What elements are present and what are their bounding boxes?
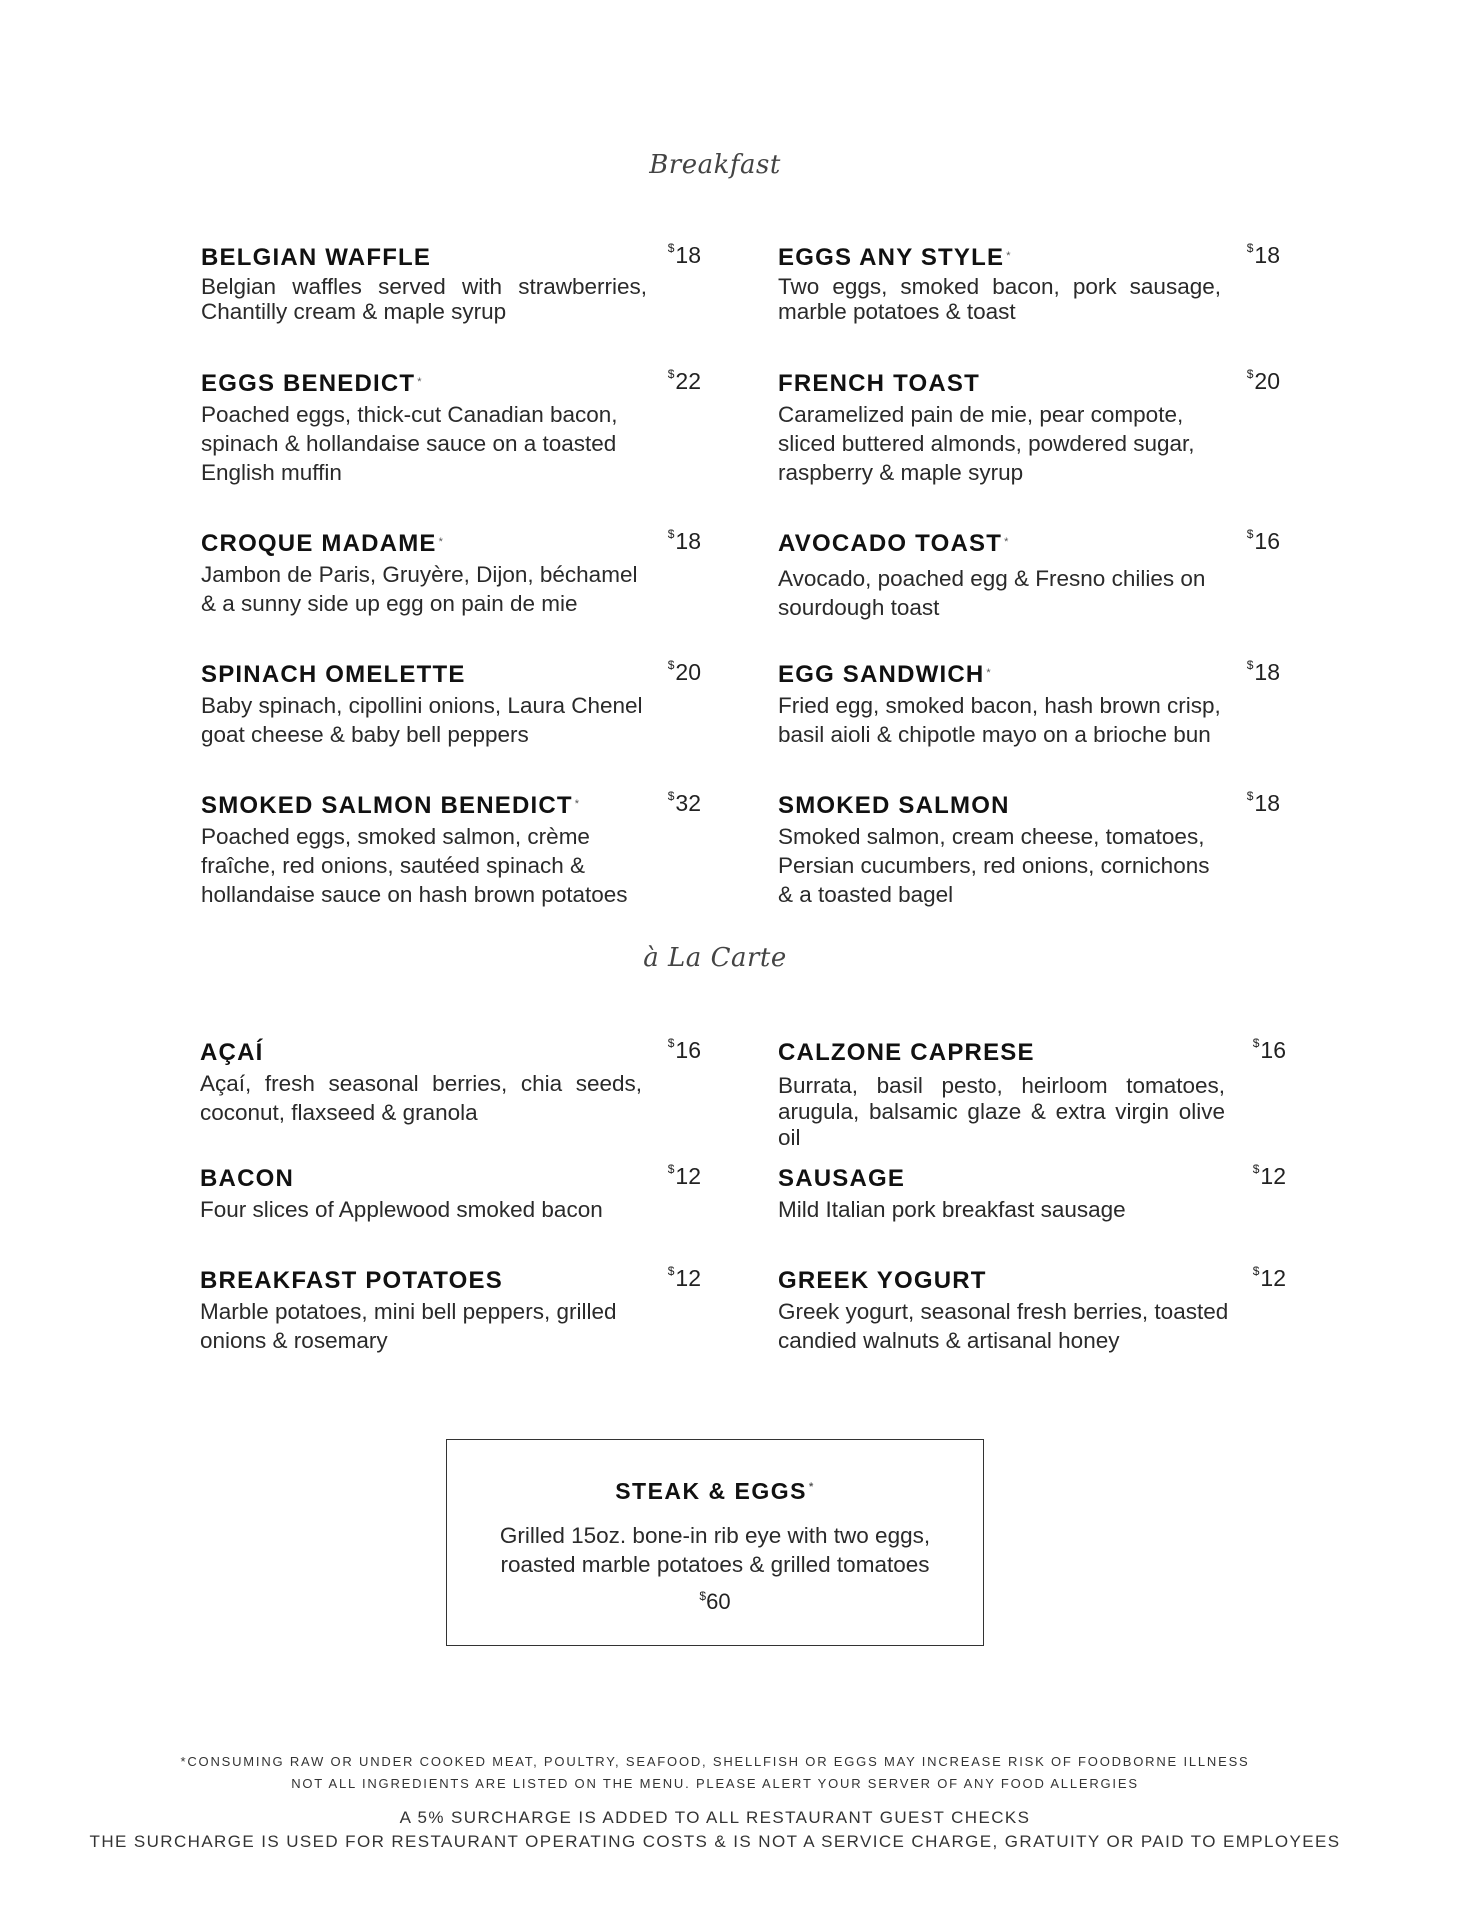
item-price: $18 — [1246, 241, 1280, 268]
featured-item-box — [446, 1439, 984, 1646]
item-price: $18 — [1246, 658, 1280, 685]
item-name: SAUSAGE — [778, 1165, 906, 1192]
allergy-notice-line: NOT ALL INGREDIENTS ARE LISTED ON THE MENU. PLEASE ALERT YOUR SERVER OF ANY FOOD ALLERGIES — [291, 1776, 1139, 1791]
surcharge-notice-line: THE SURCHARGE IS USED FOR RESTAURANT OPERATING COSTS & IS NOT A SERVICE CHARGE, GRATUITY OR PAID TO EMPLOYEES — [89, 1832, 1341, 1851]
item-price: $16 — [1252, 1036, 1286, 1063]
menu-item-eggs-benedict — [201, 367, 701, 487]
item-name: SPINACH OMELETTE — [201, 661, 466, 688]
asterisk: * — [1004, 535, 1009, 548]
item-price: $12 — [667, 1162, 701, 1189]
item-description: Caramelized pain de mie, pear compote, sliced buttered almonds, powdered sugar, raspberry & maple syrup — [778, 402, 1195, 485]
item-name: CROQUE MADAME — [201, 530, 437, 557]
item-price: $18 — [667, 527, 701, 554]
featured-item-price: $60 — [699, 1589, 731, 1614]
menu-item-spinach-omelette — [201, 658, 701, 749]
item-description: Avocado, poached egg & Fresno chilies on sourdough toast — [778, 566, 1206, 620]
item-description: Jambon de Paris, Gruyère, Dijon, béchamel & a sunny side up egg on pain de mie — [201, 562, 638, 616]
item-price: $18 — [1246, 789, 1280, 816]
menu-item-belgian-waffle — [201, 241, 701, 324]
item-name: SMOKED SALMON — [778, 792, 1010, 819]
breakfast-section-title: Breakfast — [649, 150, 781, 180]
item-price: $12 — [667, 1264, 701, 1291]
item-name: BACON — [200, 1165, 294, 1192]
item-price: $12 — [1252, 1264, 1286, 1291]
allergy-notice-line: *CONSUMING RAW OR UNDER COOKED MEAT, POULTRY, SEAFOOD, SHELLFISH OR EGGS MAY INCREASE RISK OF FOODBORNE ILLNESS — [180, 1754, 1250, 1769]
item-name: BELGIAN WAFFLE — [201, 244, 432, 271]
item-description: Burrata, basil pesto, heirloom tomatoes, arugula, balsamic glaze & extra virgin olive oil — [778, 1073, 1225, 1150]
item-description: Two eggs, smoked bacon, pork sausage, marble potatoes & toast — [778, 274, 1221, 324]
item-name: GREEK YOGURT — [778, 1267, 987, 1294]
asterisk: * — [438, 535, 443, 548]
item-price: $16 — [1246, 527, 1280, 554]
menu-item-avocado-toast — [778, 527, 1280, 622]
item-price: $20 — [667, 658, 701, 685]
menu-item-bacon — [200, 1162, 701, 1224]
menu-item-french-toast — [778, 367, 1280, 487]
asterisk: * — [1006, 249, 1011, 262]
featured-item-description: Grilled 15oz. bone-in rib eye with two eggs, roasted marble potatoes & grilled tomatoes — [499, 1523, 931, 1577]
item-name: SMOKED SALMON BENEDICT — [201, 792, 573, 819]
item-description: Greek yogurt, seasonal fresh berries, toasted candied walnuts & artisanal honey — [778, 1299, 1229, 1353]
menu-item-croque-madame — [201, 527, 701, 618]
item-description: Açaí, fresh seasonal berries, chia seeds, coconut, flaxseed & granola — [200, 1071, 642, 1125]
item-description: Marble potatoes, mini bell peppers, grilled onions & rosemary — [200, 1299, 617, 1353]
item-description: Fried egg, smoked bacon, hash brown crisp, basil aioli & chipotle mayo on a brioche bun — [778, 693, 1221, 747]
asterisk: * — [809, 1481, 815, 1494]
menu-item-egg-sandwich — [778, 658, 1280, 749]
featured-item-name: STEAK & EGGS * — [615, 1478, 815, 1504]
menu-item-calzone-caprese — [778, 1036, 1286, 1151]
asterisk: * — [417, 375, 422, 388]
menu-item-sausage — [778, 1162, 1286, 1224]
item-price: $18 — [667, 241, 701, 268]
item-name: AVOCADO TOAST — [778, 530, 1003, 557]
item-price: $16 — [667, 1036, 701, 1063]
item-description: Smoked salmon, cream cheese, tomatoes, Persian cucumbers, red onions, cornichons & a toasted bagel — [778, 824, 1210, 907]
surcharge-notice-line: A 5% SURCHARGE IS ADDED TO ALL RESTAURANT GUEST CHECKS — [399, 1808, 1031, 1827]
item-description: Mild Italian pork breakfast sausage — [778, 1197, 1126, 1222]
menu-item-smoked-salmon — [778, 789, 1280, 909]
item-name: BREAKFAST POTATOES — [200, 1267, 503, 1294]
item-name: FRENCH TOAST — [778, 370, 980, 397]
alacarte-section-title: à La Carte — [643, 943, 787, 973]
item-name: AÇAÍ — [200, 1039, 264, 1066]
item-description: Poached eggs, smoked salmon, crème fraîche, red onions, sautéed spinach & hollandaise sauce on hash brown potatoes — [201, 824, 628, 907]
surcharge-notice — [0, 1806, 1430, 1854]
asterisk: * — [986, 666, 991, 679]
menu-item-smoked-salmon-benedict — [201, 789, 701, 909]
item-name: CALZONE CAPRESE — [778, 1039, 1035, 1066]
item-price: $20 — [1246, 367, 1280, 394]
menu-item-eggs-any-style — [778, 241, 1280, 324]
item-price: $12 — [1252, 1162, 1286, 1189]
item-price: $32 — [667, 789, 701, 816]
item-description: Four slices of Applewood smoked bacon — [200, 1197, 603, 1222]
allergy-notice — [0, 1751, 1430, 1795]
menu-item-greek-yogurt — [778, 1264, 1286, 1355]
item-name: EGG SANDWICH — [778, 661, 985, 688]
menu-item-breakfast-potatoes — [200, 1264, 701, 1355]
item-description: Belgian waffles served with strawberries, Chantilly cream & maple syrup — [201, 274, 647, 324]
menu-item-acai — [200, 1036, 701, 1127]
item-price: $22 — [667, 367, 701, 394]
item-name: EGGS ANY STYLE — [778, 244, 1005, 271]
item-description: Baby spinach, cipollini onions, Laura Chenel goat cheese & baby bell peppers — [201, 693, 643, 747]
item-name: EGGS BENEDICT — [201, 370, 416, 397]
asterisk: * — [574, 797, 580, 810]
item-description: Poached eggs, thick-cut Canadian bacon, spinach & hollandaise sauce on a toasted English muffin — [201, 402, 618, 485]
